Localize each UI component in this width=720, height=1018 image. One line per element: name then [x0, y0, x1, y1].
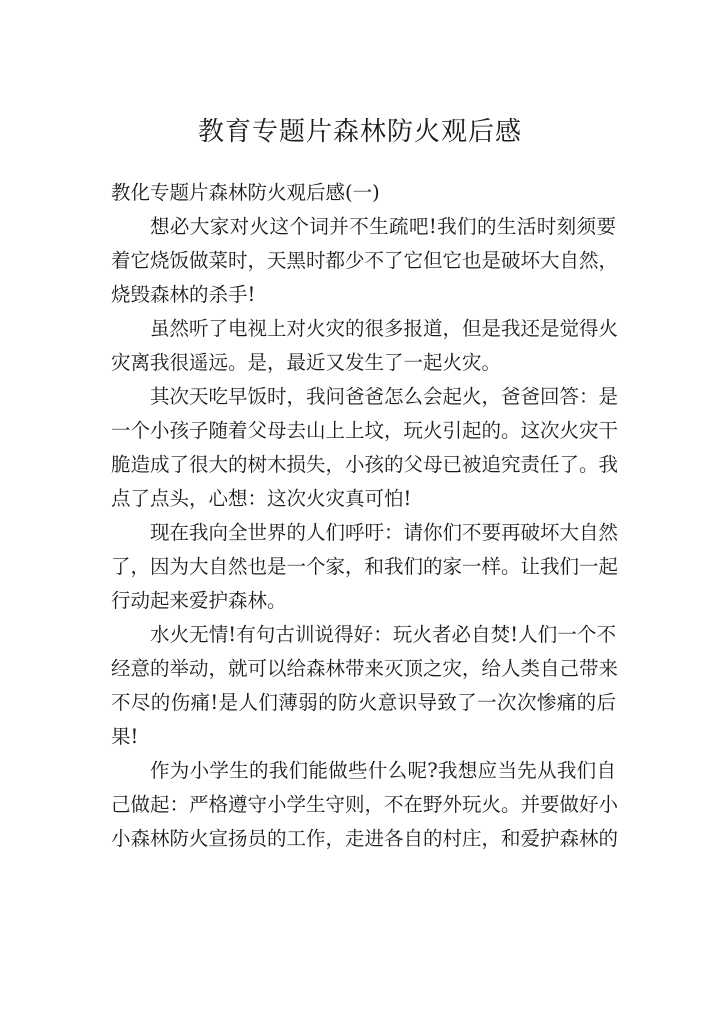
paragraph-line: 其次天吃早饭时，我问爸爸怎么会起火，爸爸回答：是	[150, 385, 619, 408]
paragraph-line: 果!	[111, 725, 139, 748]
paragraph-line: 现在我向全世界的人们呼吁：请你们不要再破坏大自然	[150, 521, 619, 544]
document-title: 教育专题片森林防火观后感	[197, 117, 522, 147]
paragraph-line: 行动起来爱护森林。	[111, 589, 287, 612]
body-paragraph	[111, 516, 619, 618]
body-paragraph	[111, 312, 619, 380]
paragraph-line: 小森林防火宣扬员的工作，走进各自的村庄，和爱护森林的	[111, 827, 619, 850]
document-subtitle: 教化专题片森林防火观后感(一)	[111, 181, 380, 204]
paragraph-line: 水火无情!有句古训说得好：玩火者必自焚!人们一个不	[150, 623, 616, 646]
paragraph-line: 虽然听了电视上对火灾的很多报道，但是我还是觉得火	[150, 317, 619, 340]
paragraph-line: 了，因为大自然也是一个家，和我们的家一样。让我们一起	[111, 555, 619, 578]
paragraph-line: 灾离我很遥远。是，最近又发生了一起火灾。	[111, 351, 502, 374]
body-paragraph	[111, 754, 619, 856]
paragraph-line: 不尽的伤痛!是人们薄弱的防火意识导致了一次次惨痛的后	[111, 691, 616, 714]
paragraph-line: 脆造成了很大的树木损失，小孩的父母已被追究责任了。我	[111, 453, 619, 476]
paragraph-line: 着它烧饭做菜时，天黑时都少不了它但它也是破坏大自然，	[111, 249, 619, 272]
paragraph-line: 一个小孩子随着父母去山上上坟，玩火引起的。这次火灾干	[111, 419, 619, 442]
paragraph-line: 己做起：严格遵守小学生守则，不在野外玩火。并要做好小	[111, 793, 619, 816]
body-paragraph	[111, 210, 619, 312]
paragraph-line: 点了点头，心想：这次火灾真可怕!	[111, 487, 412, 510]
paragraph-line: 想必大家对火这个词并不生疏吧!我们的生活时刻须要	[150, 215, 616, 238]
paragraph-line: 作为小学生的我们能做些什么呢?我想应当先从我们自	[150, 759, 616, 782]
document-body	[111, 210, 619, 856]
body-paragraph	[111, 618, 619, 754]
paragraph-line: 烧毁森林的杀手!	[111, 283, 256, 306]
body-paragraph	[111, 380, 619, 516]
paragraph-line: 经意的举动，就可以给森林带来灭顶之灾，给人类自己带来	[111, 657, 619, 680]
